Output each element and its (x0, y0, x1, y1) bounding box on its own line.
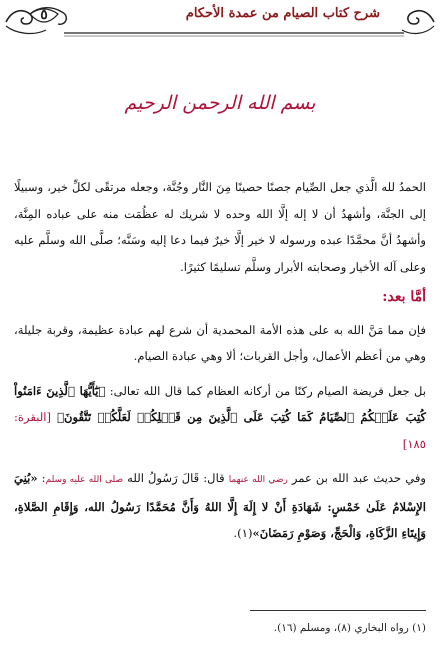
paragraph-opening-praise: الحمدُ لله الَّذي جعل الصِّيام جصنًا حصينًا مِنَ النَّار وجُنَّة، وجعله مرتقًى لكلِّ خير، وسبيلًا إلى الجنَّة، وأشهدُ أن لا إله إلَّا الله وحده لا شريك له عظُمَت منه على عباده المِنَّة، وأشهدُ أنَّ محمَّدًا عبده ورسوله لا خير إلَّا خيرٌ فيما دعا إليه وسَنَّه؛ صلَّى الله وسلَّم عليه وعلى آله الأخيار وصحابته الأبرار وسلَّم تسليمًا كثيرًا. (14, 180, 426, 274)
hadith-said-text: قال: قَالَ رَسُولُ الله (127, 471, 225, 485)
main-text (14, 174, 426, 547)
running-title: شرح كتاب الصيام من عمدة الأحكام (185, 6, 380, 21)
page-header (0, 0, 440, 40)
footnote-marker: (١). (233, 526, 253, 540)
basmala-calligraphy: بسم الله الرحمن الرحيم (124, 92, 316, 114)
footnote: (١) رواه البخاري (٨)، ومسلم (١٦). (273, 622, 426, 634)
hadith-intro-text: وفي حديث عبد الله بن عمر (291, 471, 427, 485)
quran-intro-text: بل جعل فريضة الصيام ركنًا من أركانه العظام كما قال الله تعالى: (109, 383, 427, 398)
hadith-text: «بُنِيَ الإِسْلامُ عَلَىٰ خَمْسٍ: شَهَادَةِ أَنْ لا إِلَهَ إِلَّا اللهُ وَأَنَّ مُحَمَّدًا رَسُولُ الله، وَإِقَامِ الصَّلاةِ، وَإِيتَاءِ الزَّكَاةِ، وَالْحَجِّ، وَصَوْمِ رَمَضَانَ» (14, 471, 426, 540)
section-heading: أمَّا بعد: (382, 289, 426, 305)
quran-verse: ﴿يَٰٓأَيُّهَا ٱلَّذِينَ ءَامَنُواْ كُتِبَ عَلَيۡكُمُ ٱلصِّيَامُ كَمَا كُتِبَ عَلَى ٱلَّذِينَ مِن قَبۡلِكُمۡ لَعَلَّكُمۡ تَتَّقُونَ﴾ (14, 383, 426, 424)
paragraph-intro: فإن مما مَنَّ الله به على هذه الأمة المحمدية أن شرع لهم عبادة عظيمة، وقربة جليلة، وهي من أعظم الأعمال، وأجل القربات؛ ألا وهي عبادة الصيام. (14, 322, 426, 363)
paragraph-quran (14, 378, 426, 458)
page-number: ٥ (40, 7, 48, 23)
honorific-radiallahu: رضي الله عنهما (228, 475, 288, 485)
footnote-divider (250, 610, 426, 611)
paragraph-hadith (14, 465, 426, 547)
hadith-colon: : (41, 471, 46, 485)
quran-reference: [البقرة: ١٨٥] (14, 410, 426, 451)
honorific-salla: صلى الله عليه وسلم (45, 475, 124, 485)
